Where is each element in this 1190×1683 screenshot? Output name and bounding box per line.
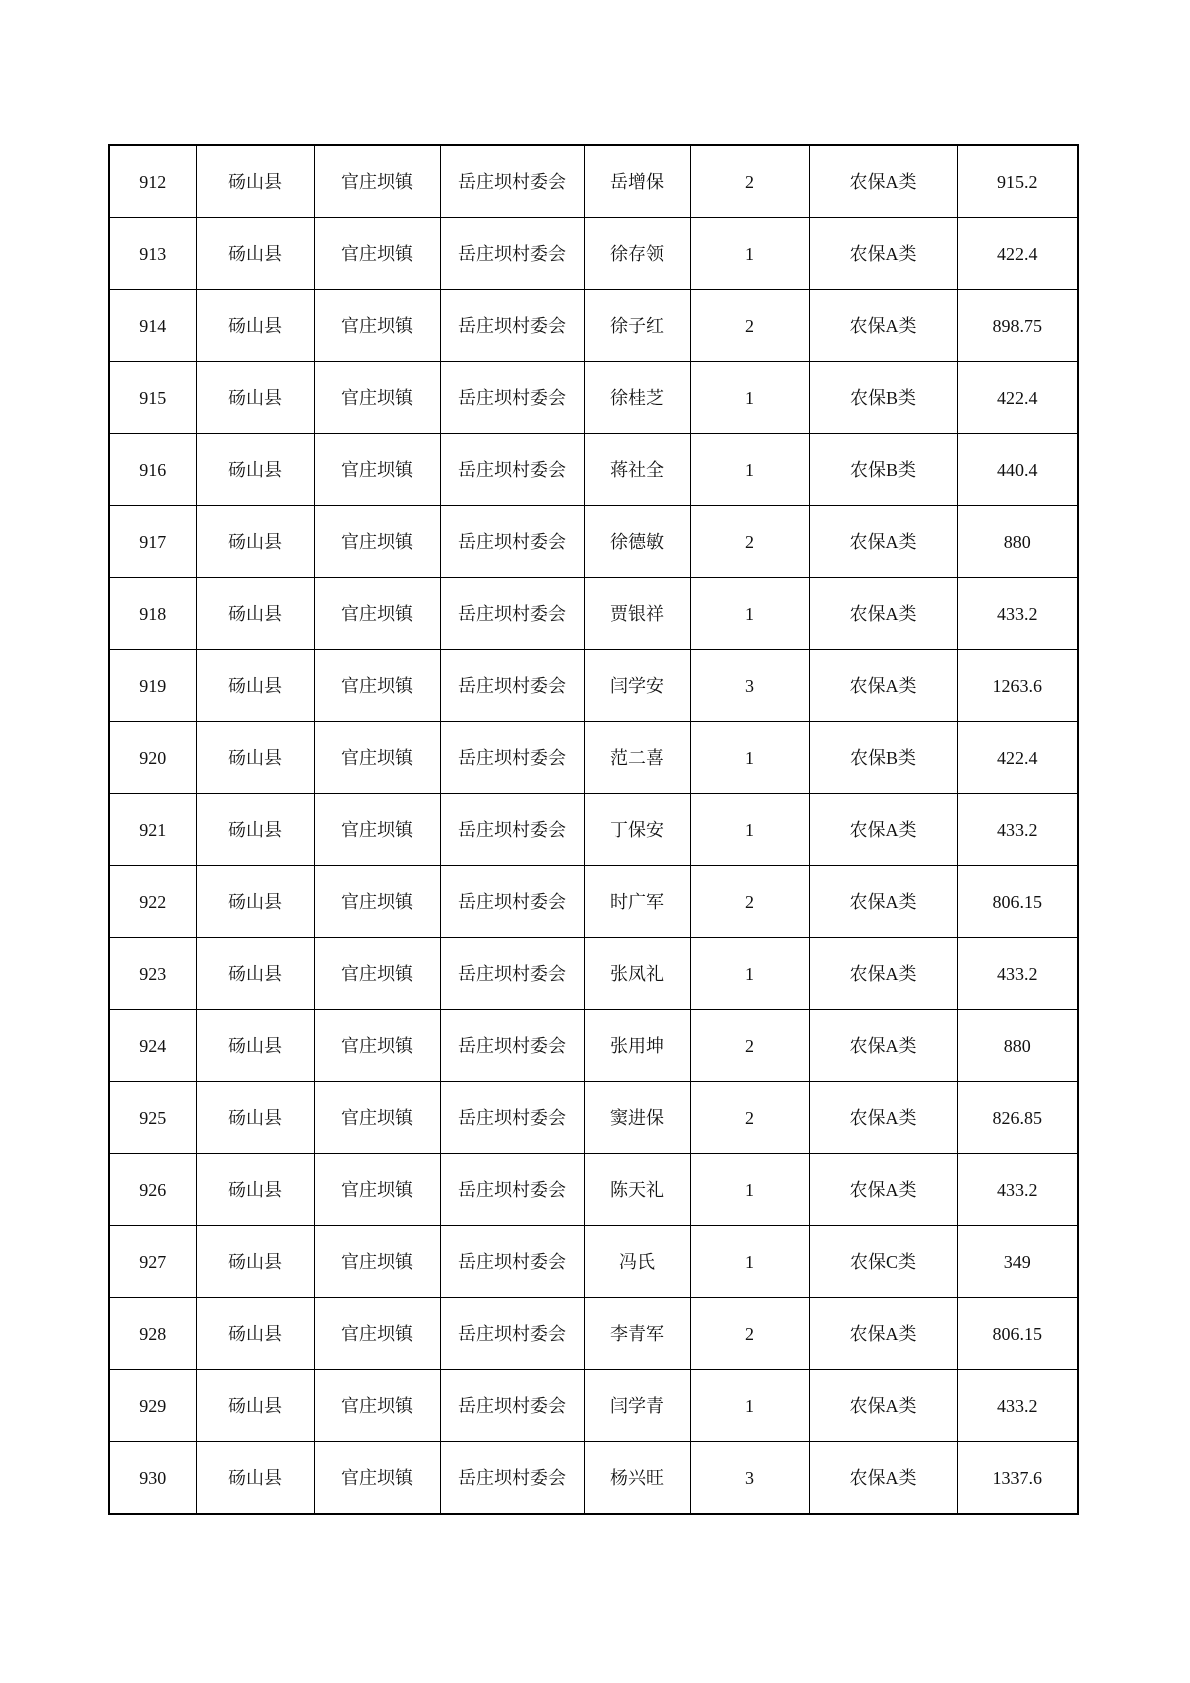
town-cell: 官庄坝镇 — [314, 1082, 440, 1154]
county-cell: 砀山县 — [196, 1010, 314, 1082]
table-row — [109, 290, 1078, 362]
name-cell: 闫学青 — [584, 1370, 690, 1442]
county-cell: 砀山县 — [196, 1298, 314, 1370]
amount-cell: 440.4 — [957, 434, 1078, 506]
household-count-cell: 1 — [690, 938, 809, 1010]
amount-cell: 433.2 — [957, 1370, 1078, 1442]
insurance-type-cell: 农保A类 — [809, 1154, 957, 1226]
table-body — [109, 145, 1078, 1514]
name-cell: 陈天礼 — [584, 1154, 690, 1226]
name-cell: 贾银祥 — [584, 578, 690, 650]
village-cell: 岳庄坝村委会 — [440, 938, 584, 1010]
insurance-type-cell: 农保A类 — [809, 650, 957, 722]
town-cell: 官庄坝镇 — [314, 362, 440, 434]
row-number-cell: 930 — [109, 1442, 196, 1515]
table-row — [109, 1082, 1078, 1154]
household-count-cell: 3 — [690, 650, 809, 722]
table-row — [109, 794, 1078, 866]
row-number-cell: 912 — [109, 145, 196, 218]
name-cell: 岳增保 — [584, 145, 690, 218]
town-cell: 官庄坝镇 — [314, 1154, 440, 1226]
county-cell: 砀山县 — [196, 290, 314, 362]
village-cell: 岳庄坝村委会 — [440, 218, 584, 290]
household-count-cell: 3 — [690, 1442, 809, 1515]
town-cell: 官庄坝镇 — [314, 1010, 440, 1082]
row-number-cell: 921 — [109, 794, 196, 866]
amount-cell: 433.2 — [957, 794, 1078, 866]
town-cell: 官庄坝镇 — [314, 434, 440, 506]
amount-cell: 915.2 — [957, 145, 1078, 218]
county-cell: 砀山县 — [196, 866, 314, 938]
amount-cell: 898.75 — [957, 290, 1078, 362]
county-cell: 砀山县 — [196, 938, 314, 1010]
town-cell: 官庄坝镇 — [314, 938, 440, 1010]
insurance-type-cell: 农保A类 — [809, 1370, 957, 1442]
village-cell: 岳庄坝村委会 — [440, 866, 584, 938]
amount-cell: 1337.6 — [957, 1442, 1078, 1515]
row-number-cell: 913 — [109, 218, 196, 290]
row-number-cell: 922 — [109, 866, 196, 938]
county-cell: 砀山县 — [196, 218, 314, 290]
name-cell: 窦进保 — [584, 1082, 690, 1154]
row-number-cell: 923 — [109, 938, 196, 1010]
amount-cell: 826.85 — [957, 1082, 1078, 1154]
name-cell: 徐子红 — [584, 290, 690, 362]
table-row — [109, 722, 1078, 794]
name-cell: 蒋社全 — [584, 434, 690, 506]
town-cell: 官庄坝镇 — [314, 794, 440, 866]
household-count-cell: 1 — [690, 794, 809, 866]
name-cell: 张用坤 — [584, 1010, 690, 1082]
row-number-cell: 925 — [109, 1082, 196, 1154]
household-count-cell: 1 — [690, 218, 809, 290]
county-cell: 砀山县 — [196, 145, 314, 218]
name-cell: 冯氏 — [584, 1226, 690, 1298]
insurance-type-cell: 农保A类 — [809, 1298, 957, 1370]
town-cell: 官庄坝镇 — [314, 290, 440, 362]
row-number-cell: 917 — [109, 506, 196, 578]
insurance-type-cell: 农保A类 — [809, 938, 957, 1010]
household-count-cell: 1 — [690, 1154, 809, 1226]
household-count-cell: 2 — [690, 290, 809, 362]
amount-cell: 422.4 — [957, 722, 1078, 794]
amount-cell: 806.15 — [957, 1298, 1078, 1370]
row-number-cell: 918 — [109, 578, 196, 650]
county-cell: 砀山县 — [196, 650, 314, 722]
row-number-cell: 927 — [109, 1226, 196, 1298]
table-row — [109, 1226, 1078, 1298]
village-cell: 岳庄坝村委会 — [440, 650, 584, 722]
amount-cell: 433.2 — [957, 938, 1078, 1010]
village-cell: 岳庄坝村委会 — [440, 506, 584, 578]
table-row — [109, 1298, 1078, 1370]
name-cell: 李青军 — [584, 1298, 690, 1370]
beneficiary-table — [108, 144, 1079, 1515]
insurance-type-cell: 农保A类 — [809, 1442, 957, 1515]
name-cell: 闫学安 — [584, 650, 690, 722]
town-cell: 官庄坝镇 — [314, 218, 440, 290]
row-number-cell: 916 — [109, 434, 196, 506]
town-cell: 官庄坝镇 — [314, 506, 440, 578]
household-count-cell: 2 — [690, 1082, 809, 1154]
village-cell: 岳庄坝村委会 — [440, 362, 584, 434]
row-number-cell: 914 — [109, 290, 196, 362]
household-count-cell: 1 — [690, 722, 809, 794]
amount-cell: 422.4 — [957, 218, 1078, 290]
table-row — [109, 650, 1078, 722]
name-cell: 徐德敏 — [584, 506, 690, 578]
county-cell: 砀山县 — [196, 434, 314, 506]
county-cell: 砀山县 — [196, 506, 314, 578]
name-cell: 范二喜 — [584, 722, 690, 794]
village-cell: 岳庄坝村委会 — [440, 1298, 584, 1370]
amount-cell: 880 — [957, 1010, 1078, 1082]
amount-cell: 1263.6 — [957, 650, 1078, 722]
table-row — [109, 506, 1078, 578]
table-row — [109, 866, 1078, 938]
household-count-cell: 1 — [690, 578, 809, 650]
town-cell: 官庄坝镇 — [314, 650, 440, 722]
household-count-cell: 1 — [690, 434, 809, 506]
insurance-type-cell: 农保A类 — [809, 506, 957, 578]
insurance-type-cell: 农保A类 — [809, 1010, 957, 1082]
insurance-type-cell: 农保A类 — [809, 1082, 957, 1154]
village-cell: 岳庄坝村委会 — [440, 1226, 584, 1298]
town-cell: 官庄坝镇 — [314, 722, 440, 794]
amount-cell: 433.2 — [957, 1154, 1078, 1226]
row-number-cell: 919 — [109, 650, 196, 722]
county-cell: 砀山县 — [196, 1442, 314, 1515]
amount-cell: 806.15 — [957, 866, 1078, 938]
table-row — [109, 1370, 1078, 1442]
county-cell: 砀山县 — [196, 722, 314, 794]
household-count-cell: 1 — [690, 1226, 809, 1298]
household-count-cell: 2 — [690, 1010, 809, 1082]
village-cell: 岳庄坝村委会 — [440, 434, 584, 506]
insurance-type-cell: 农保A类 — [809, 145, 957, 218]
row-number-cell: 924 — [109, 1010, 196, 1082]
insurance-type-cell: 农保B类 — [809, 362, 957, 434]
village-cell: 岳庄坝村委会 — [440, 794, 584, 866]
village-cell: 岳庄坝村委会 — [440, 290, 584, 362]
town-cell: 官庄坝镇 — [314, 145, 440, 218]
county-cell: 砀山县 — [196, 1226, 314, 1298]
town-cell: 官庄坝镇 — [314, 1442, 440, 1515]
name-cell: 杨兴旺 — [584, 1442, 690, 1515]
amount-cell: 433.2 — [957, 578, 1078, 650]
village-cell: 岳庄坝村委会 — [440, 722, 584, 794]
town-cell: 官庄坝镇 — [314, 866, 440, 938]
name-cell: 丁保安 — [584, 794, 690, 866]
table-row — [109, 578, 1078, 650]
village-cell: 岳庄坝村委会 — [440, 578, 584, 650]
table-row — [109, 362, 1078, 434]
village-cell: 岳庄坝村委会 — [440, 1010, 584, 1082]
table-row — [109, 145, 1078, 218]
insurance-type-cell: 农保B类 — [809, 722, 957, 794]
household-count-cell: 2 — [690, 506, 809, 578]
town-cell: 官庄坝镇 — [314, 1298, 440, 1370]
table-row — [109, 1154, 1078, 1226]
name-cell: 时广军 — [584, 866, 690, 938]
insurance-type-cell: 农保A类 — [809, 290, 957, 362]
village-cell: 岳庄坝村委会 — [440, 145, 584, 218]
county-cell: 砀山县 — [196, 1082, 314, 1154]
name-cell: 徐存领 — [584, 218, 690, 290]
row-number-cell: 928 — [109, 1298, 196, 1370]
town-cell: 官庄坝镇 — [314, 1370, 440, 1442]
household-count-cell: 2 — [690, 866, 809, 938]
household-count-cell: 2 — [690, 145, 809, 218]
insurance-type-cell: 农保A类 — [809, 218, 957, 290]
county-cell: 砀山县 — [196, 362, 314, 434]
insurance-type-cell: 农保B类 — [809, 434, 957, 506]
village-cell: 岳庄坝村委会 — [440, 1442, 584, 1515]
row-number-cell: 915 — [109, 362, 196, 434]
row-number-cell: 920 — [109, 722, 196, 794]
village-cell: 岳庄坝村委会 — [440, 1082, 584, 1154]
table-row — [109, 938, 1078, 1010]
county-cell: 砀山县 — [196, 578, 314, 650]
row-number-cell: 926 — [109, 1154, 196, 1226]
county-cell: 砀山县 — [196, 1154, 314, 1226]
insurance-type-cell: 农保A类 — [809, 866, 957, 938]
name-cell: 张凤礼 — [584, 938, 690, 1010]
town-cell: 官庄坝镇 — [314, 1226, 440, 1298]
village-cell: 岳庄坝村委会 — [440, 1154, 584, 1226]
amount-cell: 422.4 — [957, 362, 1078, 434]
insurance-type-cell: 农保A类 — [809, 794, 957, 866]
table-row — [109, 1010, 1078, 1082]
town-cell: 官庄坝镇 — [314, 578, 440, 650]
county-cell: 砀山县 — [196, 794, 314, 866]
table-row — [109, 434, 1078, 506]
name-cell: 徐桂芝 — [584, 362, 690, 434]
household-count-cell: 2 — [690, 1298, 809, 1370]
row-number-cell: 929 — [109, 1370, 196, 1442]
amount-cell: 880 — [957, 506, 1078, 578]
household-count-cell: 1 — [690, 1370, 809, 1442]
village-cell: 岳庄坝村委会 — [440, 1370, 584, 1442]
county-cell: 砀山县 — [196, 1370, 314, 1442]
amount-cell: 349 — [957, 1226, 1078, 1298]
table-row — [109, 1442, 1078, 1515]
table-row — [109, 218, 1078, 290]
household-count-cell: 1 — [690, 362, 809, 434]
insurance-type-cell: 农保A类 — [809, 578, 957, 650]
insurance-type-cell: 农保C类 — [809, 1226, 957, 1298]
